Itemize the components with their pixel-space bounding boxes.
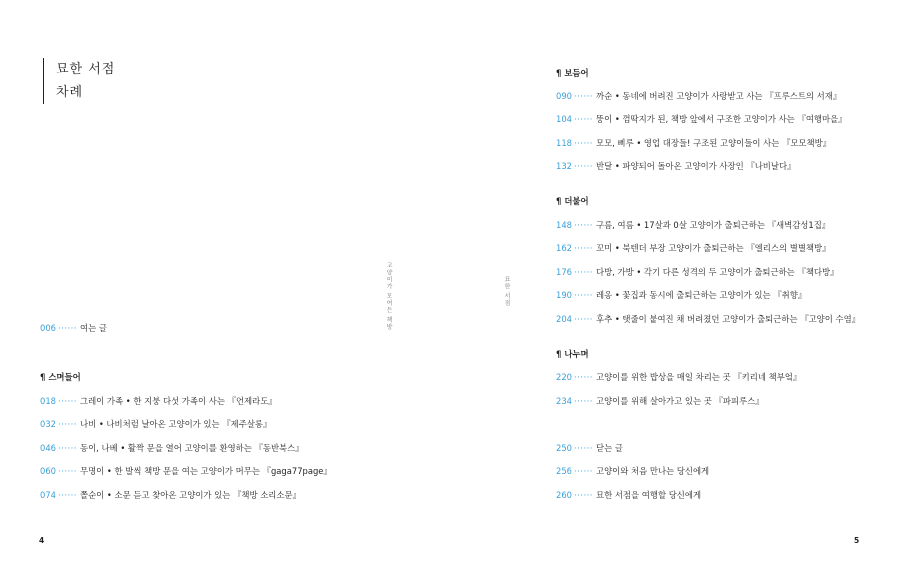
toc-entry <box>556 266 838 278</box>
leader-dots: ······ <box>574 372 593 382</box>
page-number: 148 <box>556 220 572 230</box>
left-page <box>0 0 449 583</box>
leader-dots: ······ <box>58 443 77 453</box>
leader-dots: ······ <box>574 290 593 300</box>
leader-dots: ······ <box>58 490 77 500</box>
section-label: 보듬어 <box>564 68 589 78</box>
page-folio-right: 5 <box>854 536 860 545</box>
entry-title: 반달 • 파양되어 돌아온 고양이가 사장인 『나비날다』 <box>595 161 796 171</box>
running-head-left: 고양이가 모여든 책방 <box>385 262 392 331</box>
toc-entry <box>556 395 764 407</box>
right-page <box>450 0 899 583</box>
toc-entry <box>40 465 332 477</box>
toc-entry <box>556 219 830 231</box>
entry-title: 구름, 여름 • 17살과 0살 고양이가 출퇴근하는 『새벽감성1집』 <box>595 220 831 230</box>
leader-dots: ······ <box>574 314 593 324</box>
toc-entry <box>556 90 841 102</box>
toc-entry <box>40 489 301 501</box>
entry-title: 모모, 삐루 • 영업 대장들! 구조된 고양이들이 사는 『모모책방』 <box>595 138 832 148</box>
entry-title: 후추 • 탯줄이 붙여진 채 버려졌던 고양이가 출퇴근하는 『고양이 수염』 <box>595 314 861 324</box>
toc-entry <box>556 160 795 172</box>
toc-entry-closing <box>556 442 623 454</box>
section-heading-seumyeodeureo <box>40 371 81 383</box>
entry-title: 묘한 서점을 여행할 당신에게 <box>595 490 702 500</box>
leader-dots: ······ <box>574 114 593 124</box>
toc-entry <box>556 113 847 125</box>
section-label: 나누며 <box>564 349 589 359</box>
toc-entry <box>40 442 304 454</box>
toc-entry-intro <box>40 322 107 334</box>
page-number: 250 <box>556 443 572 453</box>
leader-dots: ······ <box>58 466 77 476</box>
leader-dots: ······ <box>574 396 593 406</box>
page-number: 118 <box>556 138 572 148</box>
leader-dots: ······ <box>574 220 593 230</box>
pilcrow-icon: ¶ <box>40 372 46 382</box>
page-number: 090 <box>556 91 572 101</box>
pilcrow-icon: ¶ <box>556 196 562 206</box>
page-number: 018 <box>40 396 56 406</box>
entry-title: 다방, 가방 • 각기 다른 성격의 두 고양이가 출퇴근하는 『책다방』 <box>595 267 839 277</box>
pilcrow-icon: ¶ <box>556 68 562 78</box>
toc-heading: 차례 <box>56 85 84 100</box>
entry-title: 여는 글 <box>79 323 107 333</box>
entry-title: 레옹 • 꽃집과 동시에 출퇴근하는 고양이가 있는 『취향』 <box>595 290 807 300</box>
page-number: 260 <box>556 490 572 500</box>
leader-dots: ······ <box>58 396 77 406</box>
section-label: 스며들어 <box>48 372 81 382</box>
toc-entry <box>556 371 801 383</box>
section-heading-deobureo <box>556 195 589 207</box>
leader-dots: ······ <box>574 161 593 171</box>
section-heading-nanumyeo <box>556 348 589 360</box>
leader-dots: ······ <box>58 323 77 333</box>
page-number: 074 <box>40 490 56 500</box>
leader-dots: ······ <box>58 419 77 429</box>
toc-entry-closing <box>556 465 709 477</box>
running-head-right: 묘한 서점 <box>503 276 510 307</box>
leader-dots: ······ <box>574 443 593 453</box>
page-folio-left: 4 <box>39 536 45 545</box>
leader-dots: ······ <box>574 91 593 101</box>
toc-entry <box>556 137 831 149</box>
entry-title: 쫄순이 • 소문 듣고 찾아온 고양이가 있는 『책방 소리소문』 <box>79 490 301 500</box>
toc-entry <box>40 418 271 430</box>
page-number: 132 <box>556 161 572 171</box>
toc-entry <box>556 289 806 301</box>
toc-title-block <box>43 58 115 104</box>
book-title: 묘한 서점 <box>56 62 116 77</box>
leader-dots: ······ <box>574 267 593 277</box>
page-number: 176 <box>556 267 572 277</box>
entry-title: 닫는 글 <box>595 443 623 453</box>
entry-title: 뚱이 • 껌딱지가 된, 책방 앞에서 구조한 고양이가 사는 『여행마을』 <box>595 114 847 124</box>
entry-title: 그레이 가족 • 한 지붕 다섯 가족이 사는 『언제라도』 <box>79 396 277 406</box>
page-number: 032 <box>40 419 56 429</box>
page-number: 060 <box>40 466 56 476</box>
entry-title: 고양이를 위한 밥상을 매일 차리는 곳 『키리네 책부엌』 <box>595 372 802 382</box>
entry-title: 동이, 나베 • 활짝 문을 열어 고양이를 환영하는 『동반북스』 <box>79 443 304 453</box>
page-number: 204 <box>556 314 572 324</box>
toc-entry <box>556 242 830 254</box>
entry-title: 고양이와 처음 만나는 당신에게 <box>595 466 710 476</box>
toc-entry <box>40 395 277 407</box>
leader-dots: ······ <box>574 490 593 500</box>
toc-entry <box>556 313 860 325</box>
page-number: 234 <box>556 396 572 406</box>
entry-title: 무명이 • 한 발씩 책방 문을 여는 고양이가 머무는 『gaga77page』 <box>79 466 332 476</box>
leader-dots: ······ <box>574 466 593 476</box>
toc-entry-closing <box>556 489 701 501</box>
entry-title: 까순 • 동네에 버려진 고양이가 사랑받고 사는 『프루스트의 서재』 <box>595 91 842 101</box>
page-number: 256 <box>556 466 572 476</box>
page-number: 220 <box>556 372 572 382</box>
entry-title: 나비 • 나비처럼 날아온 고양이가 있는 『제주살롱』 <box>79 419 272 429</box>
entry-title: 고양이를 위해 살아가고 있는 곳 『파피루스』 <box>595 396 764 406</box>
page-number: 104 <box>556 114 572 124</box>
leader-dots: ······ <box>574 138 593 148</box>
page-number: 046 <box>40 443 56 453</box>
leader-dots: ······ <box>574 243 593 253</box>
entry-title: 꼬미 • 북텐더 부장 고양이가 출퇴근하는 『엘리스의 별별책방』 <box>595 243 831 253</box>
page-number: 190 <box>556 290 572 300</box>
page-number: 162 <box>556 243 572 253</box>
section-heading-bodeumeo <box>556 67 589 79</box>
section-label: 더불어 <box>564 196 589 206</box>
pilcrow-icon: ¶ <box>556 349 562 359</box>
page-number: 006 <box>40 323 56 333</box>
